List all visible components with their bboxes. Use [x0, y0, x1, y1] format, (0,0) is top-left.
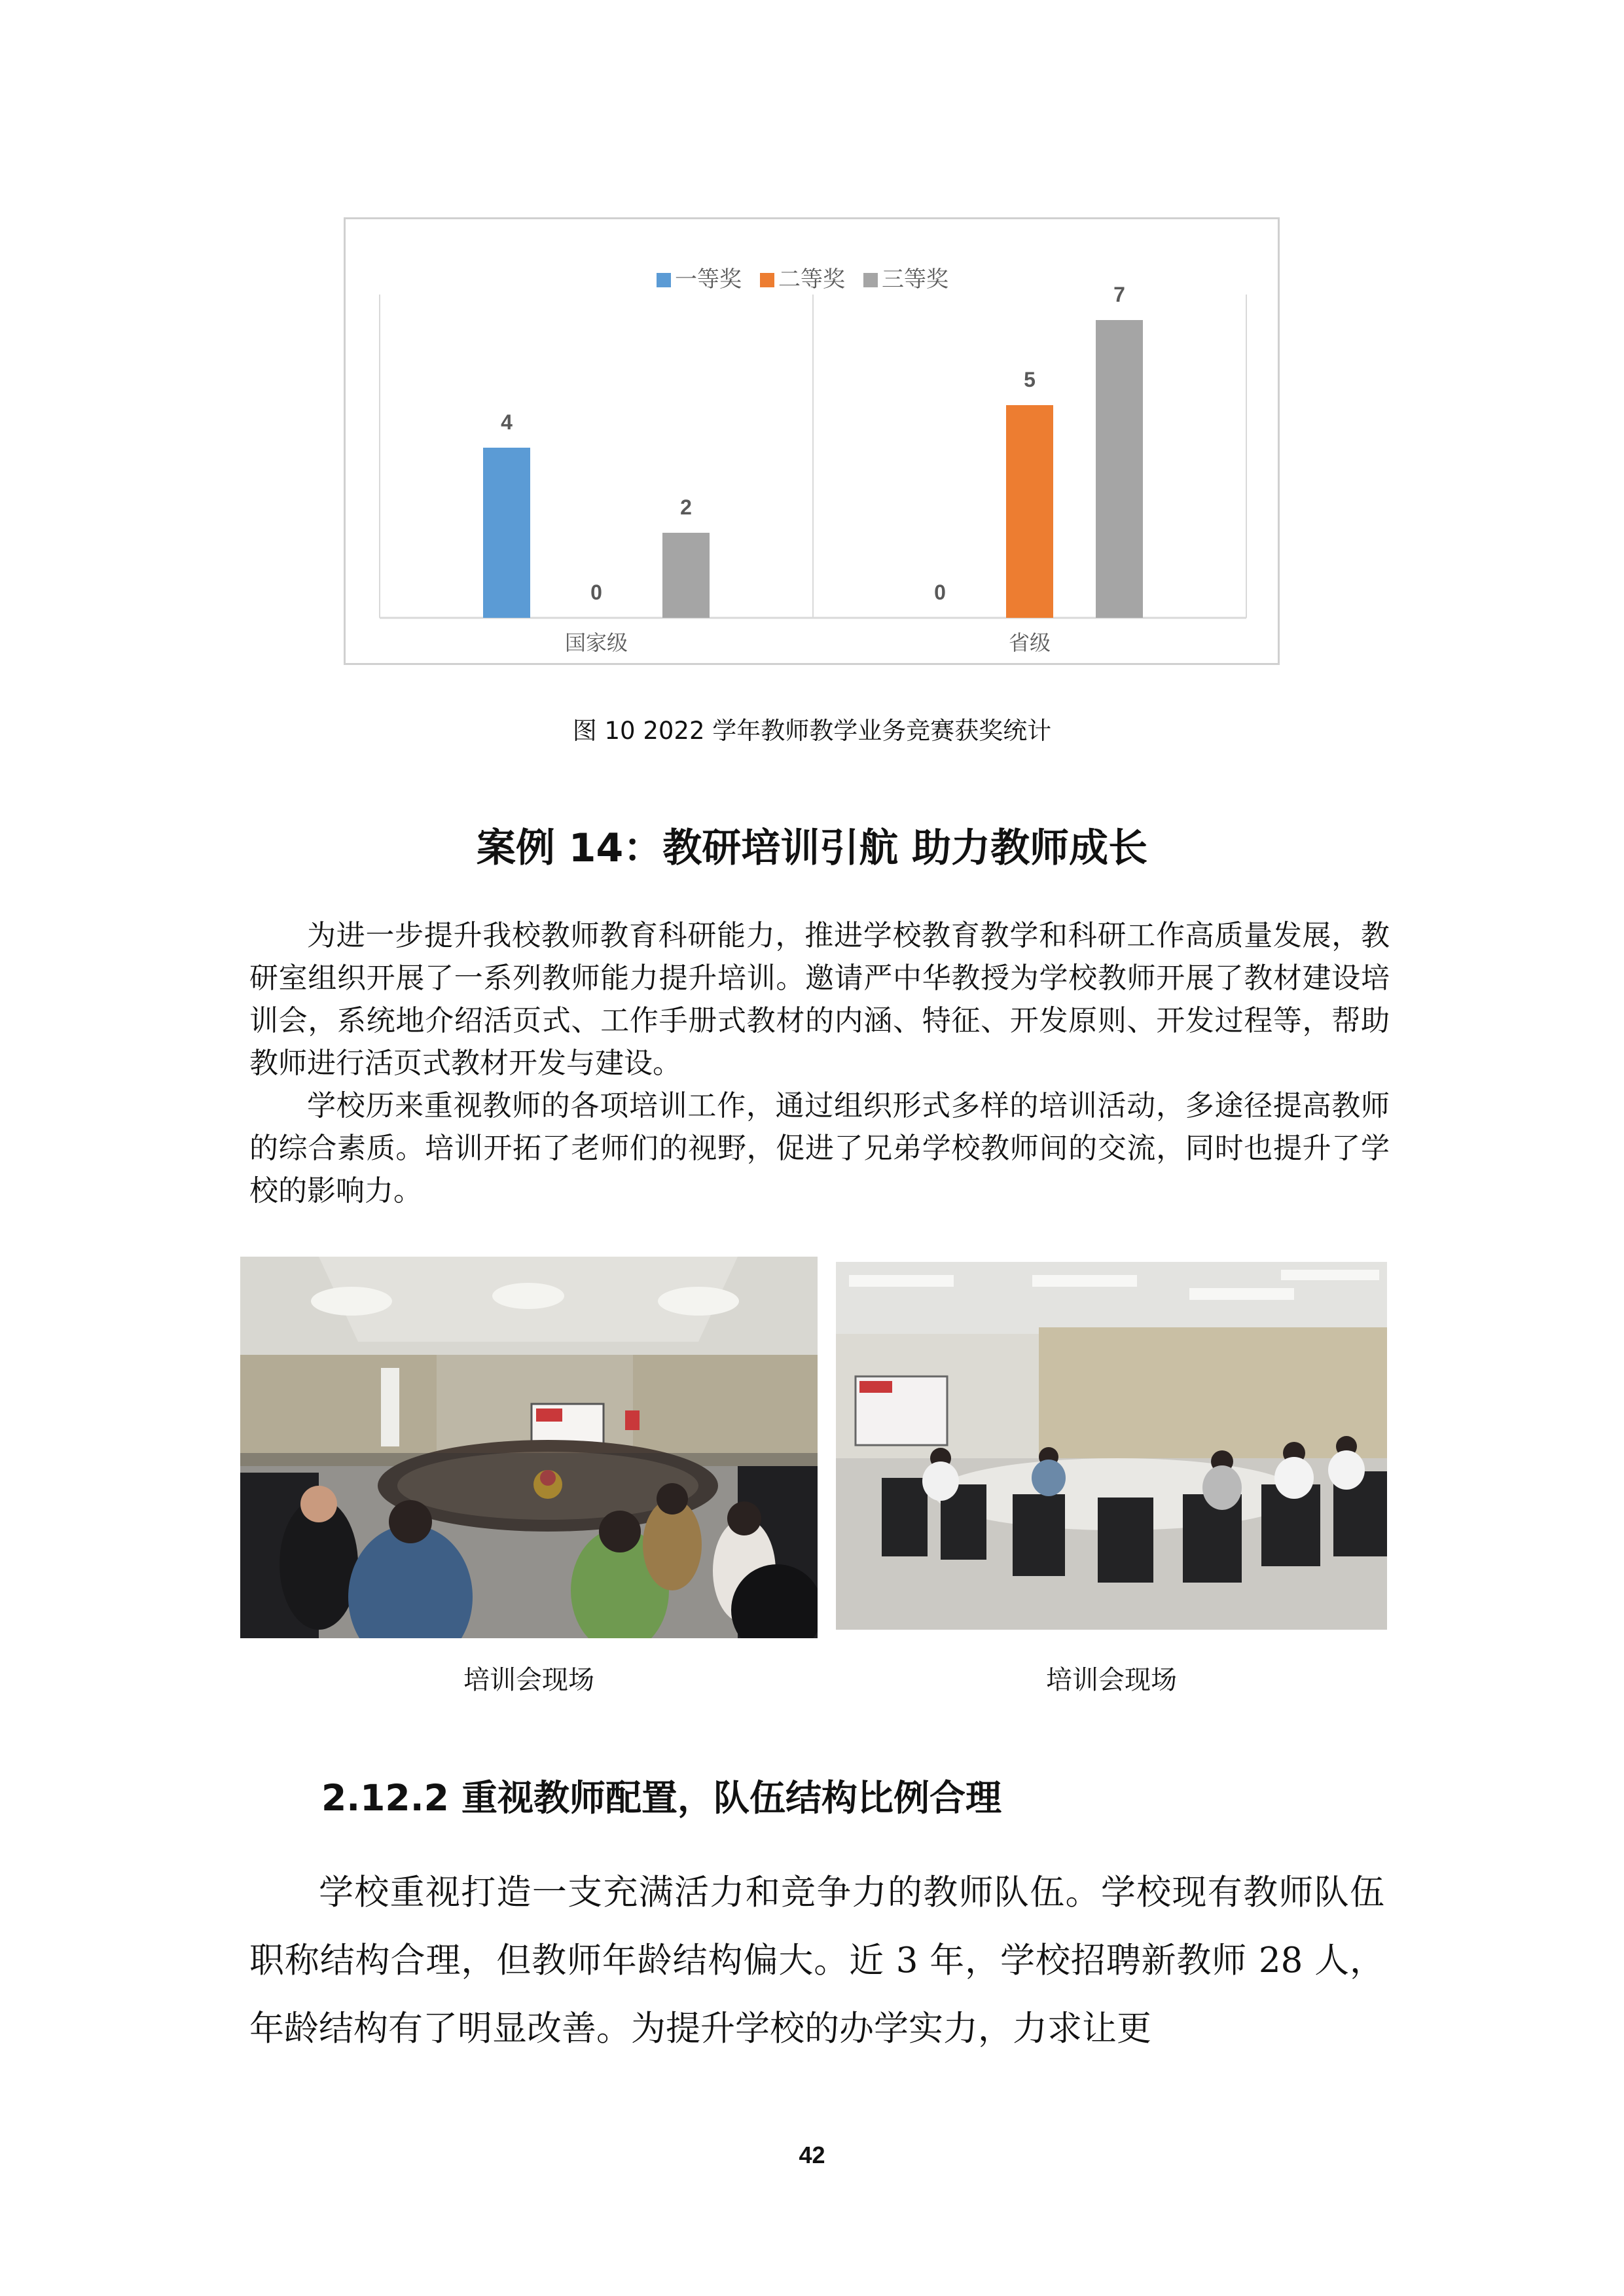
section-paragraph: 学校重视打造一支充满活力和竞争力的教师队伍。学校现有教师队伍职称结构合理，但教师年龄结构偏大。近 3 年，学校招聘新教师 28 人，年龄结构有了明显改善。为提升学校的办学实力，力求让更: [249, 1873, 1384, 2049]
photo-caption-2: 培训会现场: [1046, 1665, 1177, 1695]
value-label-0-2: 2: [680, 495, 692, 519]
photo-caption-1: 培训会现场: [463, 1665, 594, 1695]
bar-1-2: [1096, 320, 1143, 618]
page-number: 42: [799, 2142, 825, 2168]
case-paragraph-1: 为进一步提升我校教师教育科研能力，推进学校教育教学和科研工作高质量发展，教研室组织开展了一系列教师能力提升培训。邀请严中华教授为学校教师开展了教材建设培训会，系统地介绍活页式、工作手册式教材的内涵、特征、开发原则、开发过程等，帮助教师进行活页式教材开发与建设。: [249, 919, 1390, 1080]
bar-0-0: [483, 448, 530, 618]
value-label-1-2: 7: [1113, 283, 1125, 306]
bar-1-1: [1006, 405, 1053, 618]
legend-label-2: 三等奖: [882, 266, 948, 293]
training-photo-2: [836, 1262, 1387, 1630]
category-label-1: 省级: [1008, 630, 1051, 655]
value-label-1-1: 5: [1024, 368, 1036, 391]
value-label-0-0: 4: [501, 410, 513, 434]
category-label-0: 国家级: [564, 630, 628, 655]
legend-swatch-1: [760, 273, 774, 287]
award-bar-chart: [344, 217, 1280, 665]
case-paragraph-2: 学校历来重视教师的各项培训工作，通过组织形式多样的培训活动，多途径提高教师的综合素质。培训开拓了老师们的视野，促进了兄弟学校教师间的交流，同时也提升了学校的影响力。: [249, 1089, 1390, 1208]
figure-caption: 图 10 2022 学年教师教学业务竞赛获奖统计: [572, 717, 1052, 745]
section-heading: 2.12.2 重视教师配置，队伍结构比例合理: [321, 1777, 1002, 1819]
legend-swatch-2: [863, 273, 878, 287]
value-label-0-1: 0: [590, 581, 602, 604]
legend-label-0: 一等奖: [675, 266, 742, 293]
case-title: 案例 14：教研培训引航 助力教师成长: [476, 825, 1148, 871]
chart-category-labels: [565, 630, 1051, 655]
chart-legend: [657, 266, 948, 293]
value-label-1-0: 0: [934, 581, 946, 604]
legend-swatch-0: [657, 273, 671, 287]
bar-0-2: [662, 533, 710, 618]
legend-label-1: 二等奖: [778, 266, 845, 293]
training-photo-1: [240, 1257, 818, 1638]
